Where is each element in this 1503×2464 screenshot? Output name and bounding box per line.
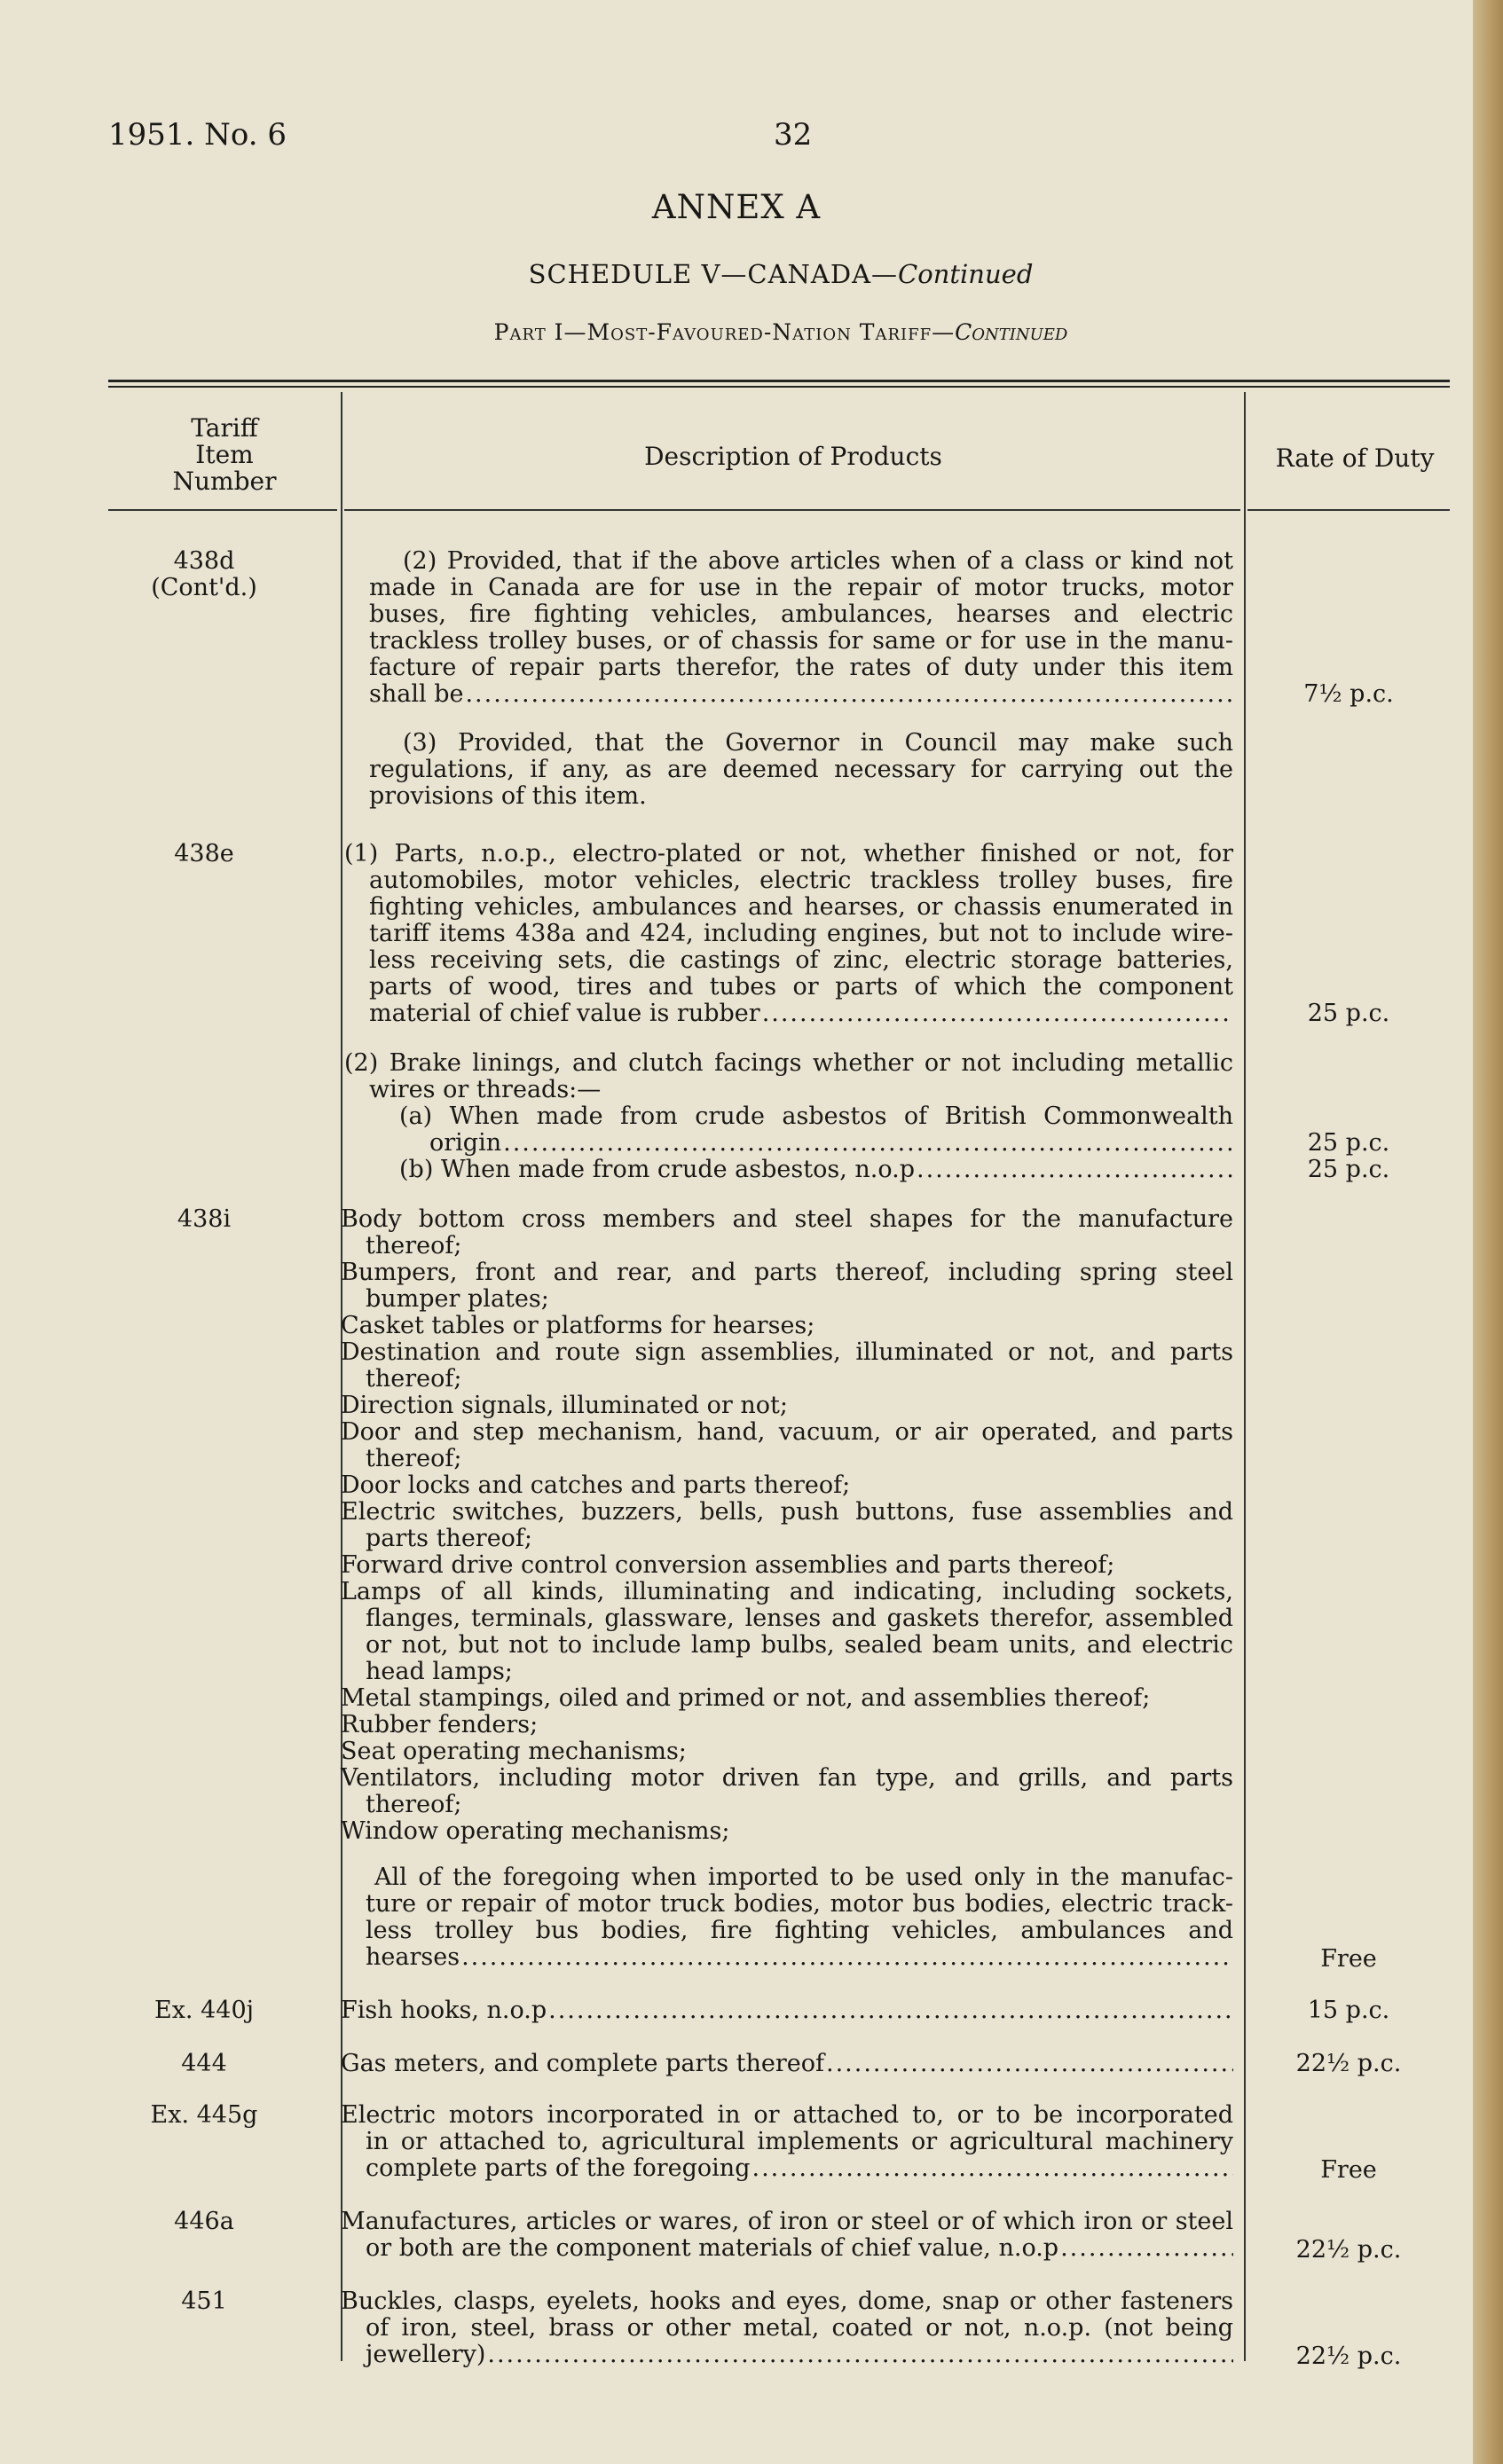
table-top-rule (108, 380, 1450, 382)
list-line: Electric switches, buzzers, bells, push buttons, fuse assemblies and (341, 1498, 1233, 1526)
list-line: or not, but not to include lamp bulbs, sealed beam units, and electric (366, 1631, 1233, 1659)
header-rule-rate (1247, 509, 1450, 511)
item-438e-paragraph-1: (1) Parts, n.o.p., electro-plated or not, whether finished or not, for automobiles, motor vehicles, electric trackless trolley buses, fire fighting vehicles, ambulances and hearses, or chassis enumerated in tariff items 438a and 424, including engines, but not to include wire- less receiving sets, die castings of zinc, electric storage batteries, parts of wood, tires and tubes or parts of which the component material of chief value is rubber ..... (337, 841, 1233, 1027)
item-438e: 438e (174, 840, 234, 867)
item-438i-list (337, 1206, 1233, 1845)
list-line: Body bottom cross members and steel shapes for the manufacture (341, 1205, 1233, 1233)
rate-451: 22½ p.c. (1295, 2342, 1402, 2370)
item-438d: 438d (Cont'd.) (151, 547, 257, 601)
list-line: bumper plates; (366, 1285, 549, 1313)
list-line: Bumpers, front and rear, and parts thereof, including spring steel (341, 1259, 1233, 1286)
rate-438e-1: 25 p.c. (1307, 1000, 1390, 1027)
item-451-description: Buckles, clasps, eyelets, hooks and eyes, dome, snap or other fasteners of iron, steel, brass or other metal, coated or not, n.o.p. (not being jewellery) ..... (337, 2288, 1233, 2368)
item-445g: Ex. 445g (150, 2101, 258, 2129)
rate-438e-2b: 25 p.c. (1307, 1156, 1390, 1183)
page-number: 32 (774, 117, 813, 153)
list-line: Forward drive control conversion assemblies and parts thereof; (341, 1551, 1115, 1579)
item-438i: 438i (177, 1205, 232, 1233)
list-line: Metal stampings, oiled and primed or not, and assemblies thereof; (341, 1684, 1151, 1712)
item-446a-description: Manufactures, articles or wares, of iron or steel or of which iron or steel or both are the component materials of chief value, n.o.p ..... (337, 2209, 1233, 2262)
rate-445g: Free (1320, 2156, 1377, 2184)
running-head (108, 117, 1366, 161)
item-438d-paragraph-3: (3) Provided, that the Governor in Council may make such regulations, if any, as are deemed necessary for carrying out the provisions of this item. (369, 729, 1233, 810)
list-line: flanges, terminals, glassware, lenses and gaskets therefor, assembled (366, 1605, 1233, 1632)
rate-438i: Free (1320, 1945, 1377, 1973)
list-line: Seat operating mechanisms; (341, 1738, 687, 1765)
item-444: 444 (181, 2050, 227, 2077)
item-444-description: Gas meters, and complete parts thereof ..... (337, 2051, 1233, 2077)
item-440j: Ex. 440j (153, 1997, 254, 2024)
list-line: Door and step mechanism, hand, vacuum, or air operated, and parts (341, 1418, 1233, 1446)
list-line: Direction signals, illuminated or not; (341, 1392, 788, 1419)
item-451: 451 (181, 2287, 227, 2315)
header-tariff-item-number: Tariff Item Number (172, 413, 277, 496)
list-line: head lamps; (366, 1658, 513, 1685)
rate-446a: 22½ p.c. (1295, 2236, 1402, 2264)
annex-title: ANNEX A (651, 188, 822, 226)
list-line: Lamps of all kinds, illuminating and indicating, including sockets, (341, 1578, 1233, 1605)
page-edge (1473, 0, 1503, 2464)
list-line: thereof; (366, 1445, 462, 1472)
list-line: Door locks and catches and parts thereof; (341, 1471, 851, 1499)
rate-438d-2: 7½ p.c. (1303, 680, 1394, 708)
item-446a: 446a (174, 2208, 234, 2235)
item-438e-paragraph-2: (2) Brake linings, and clutch facings whether or not including metallic wires or threads:— (a) When made from crude asbestos of British Commonwealth origin ..... (b) When made from crude asbestos, n.o.p ..... (337, 1050, 1233, 1183)
rate-444: 22½ p.c. (1295, 2050, 1402, 2077)
list-line: parts thereof; (366, 1525, 533, 1552)
part-heading: Part I—Most-Favoured-Nation Tariff—Continued (493, 319, 1068, 345)
list-line: Ventilators, including motor driven fan type, and grills, and parts (341, 1764, 1233, 1792)
list-line: thereof; (366, 1791, 462, 1818)
list-line: Destination and route sign assemblies, illuminated or not, and parts (341, 1338, 1233, 1366)
header-rule-item (108, 509, 337, 511)
schedule-heading: SCHEDULE V—CANADA—Continued (528, 259, 1034, 289)
running-head-left: 1951. No. 6 (108, 117, 287, 153)
list-line: Rubber fenders; (341, 1711, 539, 1738)
rate-440j: 15 p.c. (1307, 1997, 1390, 2024)
list-line: thereof; (366, 1232, 462, 1259)
header-rule-description (344, 509, 1240, 511)
list-line: Casket tables or platforms for hearses; (341, 1312, 815, 1339)
item-438d-paragraph-2: (2) Provided, that if the above articles when of a class or kind not made in Canada are for use in the repair of motor trucks, motor buses, fire fighting vehicles, ambulances, hearses and electric trackless trolley buses, or of chassis for same or for use in the manu- facture of repair parts therefor, the rates of duty under this item shall be ..... (337, 548, 1233, 708)
table-top-rule-2 (108, 386, 1450, 388)
header-description: Description of Products (644, 442, 942, 471)
item-440j-description: Fish hooks, n.o.p ..... (337, 1997, 1233, 2024)
item-438i-note: All of the foregoing when imported to be used only in the manufac- ture or repair of motor truck bodies, motor bus bodies, electric track- less trolley bus bodies, fire fighting vehicles, ambulances and hearses ..... (337, 1864, 1233, 1971)
list-line: Window operating mechanisms; (341, 1817, 730, 1845)
item-445g-description: Electric motors incorporated in or attached to, or to be incorporated in or attached to, agricultural implements or agricultural machinery complete parts of the foregoing ..... (337, 2102, 1233, 2182)
list-line: thereof; (366, 1365, 462, 1393)
rate-438e-2a: 25 p.c. (1307, 1129, 1390, 1157)
header-rate-of-duty: Rate of Duty (1275, 443, 1435, 473)
